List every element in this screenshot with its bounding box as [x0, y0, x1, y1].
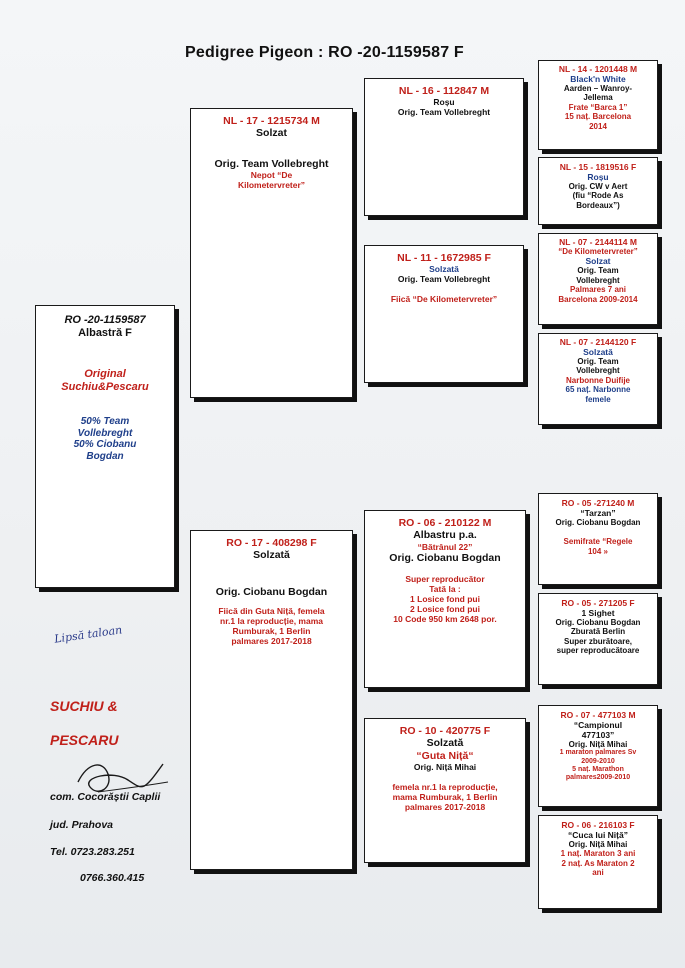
dsd-card: [538, 593, 658, 685]
ssd-origin-3: Bordeaux”): [576, 200, 620, 210]
dd-origin: Orig. Niță Mihai: [413, 762, 477, 773]
sdd-origin-1: Orig. Team: [577, 357, 619, 367]
ss-ring: NL - 16 - 112847 M: [398, 85, 490, 97]
ssd-ring: NL - 15 - 1819516 F: [559, 162, 637, 172]
sds-origin-2: Vollebreght: [576, 275, 620, 285]
sd-ring: NL - 11 - 1672985 F: [397, 252, 491, 264]
dam-dam-card: [364, 718, 526, 863]
dds-name-1: “Campionul: [573, 720, 623, 731]
sdd-note-3: femele: [585, 394, 611, 404]
sire-ring: NL - 17 - 1215734 M: [223, 115, 320, 127]
dsd-ring: RO - 05 - 271205 F: [561, 598, 635, 608]
sss-card: [538, 60, 658, 150]
sds-color: Solzat: [585, 256, 611, 267]
dd-note-2: mama Rumburak, 1 Berlin: [392, 792, 498, 803]
dd-name: “Guta Niță“: [416, 749, 474, 762]
subject-origin-name: Suchiu&Pescaru: [61, 380, 149, 393]
dds-note-4: palmares2009-2010: [565, 774, 631, 782]
subject-card: [35, 305, 175, 588]
ds-note-4: 2 Losice fond pui: [410, 604, 480, 615]
subject-mix-4: Bogdan: [86, 451, 124, 463]
ddd-card: [538, 815, 658, 909]
breeder-address-1: com. Cocorăștii Caplii: [50, 791, 161, 803]
sire-note-1: Nepot “De: [250, 170, 293, 181]
dss-card: [538, 493, 658, 585]
sire-dam-card: [364, 245, 524, 383]
ds-note-1: Super reproducător: [405, 574, 485, 585]
dam-note-4: palmares 2017-2018: [231, 636, 312, 647]
dam-card: [190, 530, 353, 870]
dd-color: Solzată: [426, 737, 464, 750]
handwritten-note: Lipsă taloan: [53, 623, 123, 646]
ssd-color: Roșu: [587, 172, 609, 183]
dss-ring: RO - 05 -271240 M: [561, 498, 635, 508]
sds-note-2: Barcelona 2009-2014: [558, 294, 638, 304]
sire-note-2: Kilometervreter”: [237, 180, 306, 191]
ds-note-2: Tată la :: [429, 584, 461, 595]
ssd-card: [538, 157, 658, 225]
sire-origin: Orig. Team Vollebreght: [214, 157, 329, 170]
ddd-note-2: 2 naț. As Maraton 2: [561, 858, 635, 868]
ds-note-5: 10 Code 950 km 2648 por.: [393, 614, 497, 625]
dds-note-3: 5 naț. Marathon: [572, 765, 624, 773]
dds-note-2: 2009-2010: [581, 757, 615, 765]
dd-ring: RO - 10 - 420775 F: [399, 725, 491, 737]
dd-note-1: femela nr.1 la reproducție,: [392, 782, 498, 793]
sdd-origin-2: Vollebreght: [576, 366, 620, 376]
ssd-origin-1: Orig. CW v Aert: [568, 182, 628, 192]
dsd-note-1: Zburată Berlin: [570, 627, 626, 637]
sds-card: [538, 233, 658, 325]
sdd-ring: NL - 07 - 2144120 F: [559, 337, 637, 347]
ddd-note-1: 1 naț. Maraton 3 ani: [560, 849, 636, 859]
breeder-phone-2: 0766.360.415: [80, 872, 145, 884]
dsd-note-3: super reproducătoare: [556, 646, 640, 656]
sds-ring: NL - 07 - 2144114 M: [559, 237, 637, 247]
sss-note-2: 15 naț. Barcelona: [564, 112, 632, 122]
ds-note-3: 1 Losice fond pui: [410, 594, 480, 605]
dds-ring: RO - 07 - 477103 M: [560, 710, 636, 720]
dss-note-2: 104 »: [587, 546, 609, 556]
dam-note-3: Rumburak, 1 Berlin: [232, 626, 311, 637]
sss-ring: NL - 14 - 1201448 M: [558, 64, 638, 74]
sdd-note-2: 65 naț. Narbonne: [565, 385, 631, 395]
sds-name: “De Kilometervreter”: [558, 247, 638, 257]
dss-origin: Orig. Ciobanu Bogdan: [555, 518, 641, 528]
dsd-origin: Orig. Ciobanu Bogdan: [555, 618, 641, 628]
sds-origin-1: Orig. Team: [577, 266, 619, 276]
sd-origin: Orig. Team Vollebreght: [397, 274, 491, 285]
sd-note: Fiică “De Kilometervreter”: [390, 294, 498, 305]
ds-color: Albastru p.a.: [413, 529, 477, 542]
dsd-note-2: Super zburătoare,: [563, 636, 632, 646]
subject-mix-3: 50% Ciobanu: [73, 439, 137, 451]
sss-origin-1: Aarden – Wanroy-: [563, 84, 633, 94]
sire-card: [190, 108, 353, 398]
dam-note-2: nr.1 la reproducție, mama: [220, 616, 323, 627]
ds-origin: Orig. Ciobanu Bogdan: [389, 551, 501, 564]
ddd-ring: RO - 06 - 216103 F: [561, 820, 635, 830]
sss-color: Black'n White: [570, 74, 626, 85]
sds-note-1: Palmares 7 ani: [569, 285, 627, 295]
dsd-name: 1 Sighet: [581, 608, 615, 619]
dds-origin: Orig. Niță Mihai: [568, 740, 628, 750]
sdd-note-1: Narbonne Duifije: [565, 375, 630, 385]
dds-card: [538, 705, 658, 807]
subject-mix-1: 50% Team: [80, 415, 130, 427]
breeder-phone-1: Tel. 0723.283.251: [50, 846, 135, 858]
subject-origin-label: Original: [84, 367, 126, 380]
ssd-origin-2: (fiu “Rode As: [572, 191, 624, 201]
ddd-note-3: ani: [592, 868, 604, 878]
dss-note-1: Semifrate “Regele: [563, 537, 633, 547]
sss-note-3: 2014: [589, 121, 607, 131]
sss-note-1: Frate “Barca 1”: [568, 102, 628, 112]
dam-ring: RO - 17 - 408298 F: [226, 537, 317, 549]
ss-origin: Orig. Team Vollebreght: [397, 107, 491, 118]
sire-sire-card: [364, 78, 524, 216]
dam-note-1: Fiică din Guta Niță, femela: [218, 606, 325, 617]
dam-origin: Orig. Ciobanu Bogdan: [215, 585, 328, 598]
subject-mix-2: Vollebreght: [77, 427, 133, 439]
breeder-name-1: SUCHIU &: [50, 698, 118, 714]
subject-color: Albastră F: [78, 326, 132, 339]
sd-color: Solzată: [429, 264, 459, 275]
breeder-address-2: jud. Prahova: [50, 819, 114, 831]
sdd-card: [538, 333, 658, 425]
sss-origin-2: Jellema: [583, 93, 613, 103]
dam-color: Solzată: [253, 549, 290, 562]
sire-color: Solzat: [256, 127, 287, 140]
dds-note-1: 1 maraton palmares Sv: [559, 749, 637, 757]
ds-ring: RO - 06 - 210122 M: [398, 517, 492, 529]
dam-sire-card: [364, 510, 526, 688]
dss-name: “Tarzan”: [580, 508, 616, 519]
breeder-name-2: PESCARU: [50, 732, 119, 748]
ss-color: Roșu: [433, 97, 455, 108]
page-title: Pedigree Pigeon : RO -20-1159587 F: [185, 44, 464, 61]
ds-name: “Bătrânul 22”: [417, 541, 473, 552]
subject-ring: RO -20-1159587: [64, 314, 146, 326]
ddd-origin: Orig. Niță Mihai: [568, 840, 628, 850]
ddd-name: “Cuca lui Niță”: [568, 830, 628, 841]
sdd-color: Solzată: [583, 347, 613, 358]
dds-name-2: 477103”: [581, 730, 615, 741]
dd-note-3: palmares 2017-2018: [404, 802, 486, 813]
